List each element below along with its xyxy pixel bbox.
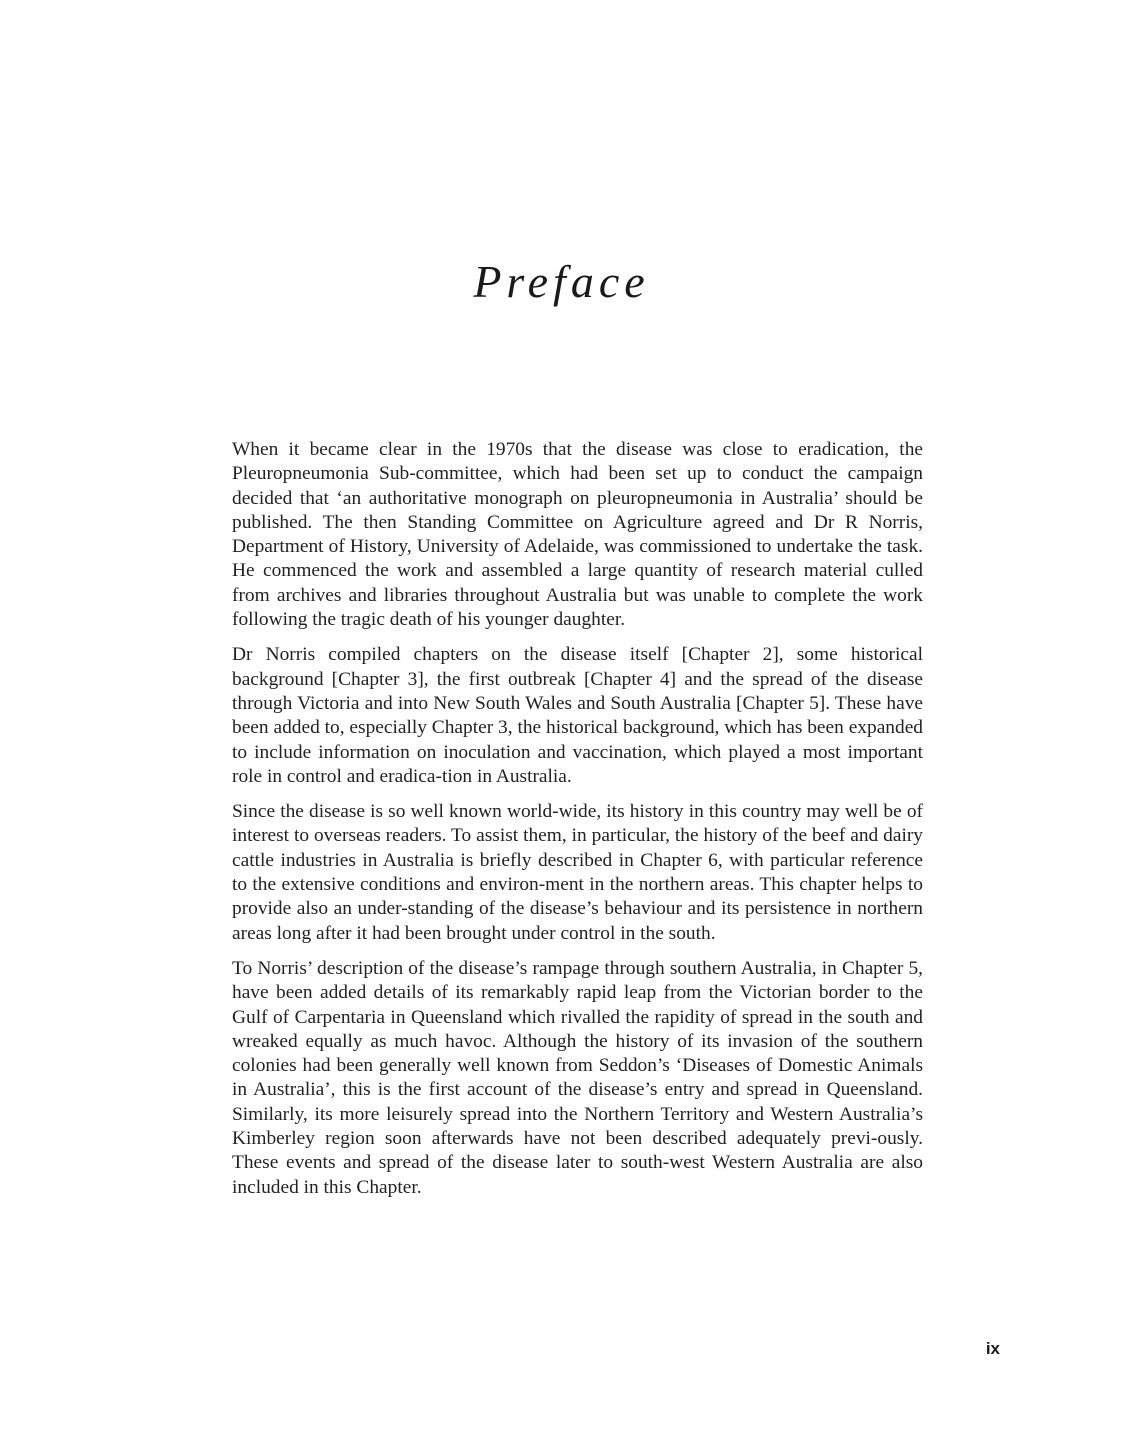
page-title: Preface <box>473 256 650 307</box>
paragraph: Dr Norris compiled chapters on the disease itself [Chapter 2], some historical background [Chapter 3], the first outbreak [Chapter 4] and the spread of the disease through Victoria and into New South Wales and South Australia [Chapter 5]. These have been added to, especially Chapter 3, the historical background, which has been expanded to include information on inoculation and vaccination, which played a most important role in control and eradica-tion in Australia. <box>232 644 923 787</box>
preface-body <box>232 438 923 1211</box>
page-number: ix <box>985 1339 1000 1358</box>
paragraph: Since the disease is so well known world-wide, its history in this country may well be of interest to overseas readers. To assist them, in particular, the history of the beef and dairy cattle industries in Australia is briefly described in Chapter 6, with particular reference to the extensive conditions and environ-ment in the northern areas. This chapter helps to provide also an under-standing of the disease’s behaviour and its persistence in northern areas long after it had been brought under control in the south. <box>232 801 923 944</box>
paragraph: To Norris’ description of the disease’s rampage through southern Australia, in Chapter 5, have been added details of its remarkably rapid leap from the Victorian border to the Gulf of Carpentaria in Queensland which rivalled the rapidity of spread in the south and wreaked equally as much havoc. Although the history of its invasion of the southern colonies had been generally well known from Seddon’s ‘Diseases of Domestic Animals in Australia’, this is the first account of the disease’s entry and spread in Queensland. Similarly, its more leisurely spread into the Northern Territory and Western Australia’s Kimberley region soon afterwards have not been described adequately previ-ously. These events and spread of the disease later to south-west Western Australia are also included in this Chapter. <box>232 957 923 1198</box>
paragraph: When it became clear in the 1970s that the disease was close to eradication, the Pleuropneumonia Sub-committee, which had been set up to conduct the campaign decided that ‘an authoritative monograph on pleuropneumonia in Australia’ should be published. The then Standing Committee on Agriculture agreed and Dr R Norris, Department of History, University of Adelaide, was commissioned to undertake the task. He commenced the work and assembled a large quantity of research material culled from archives and libraries throughout Australia but was unable to complete the work following the tragic death of his younger daughter. <box>232 439 923 631</box>
